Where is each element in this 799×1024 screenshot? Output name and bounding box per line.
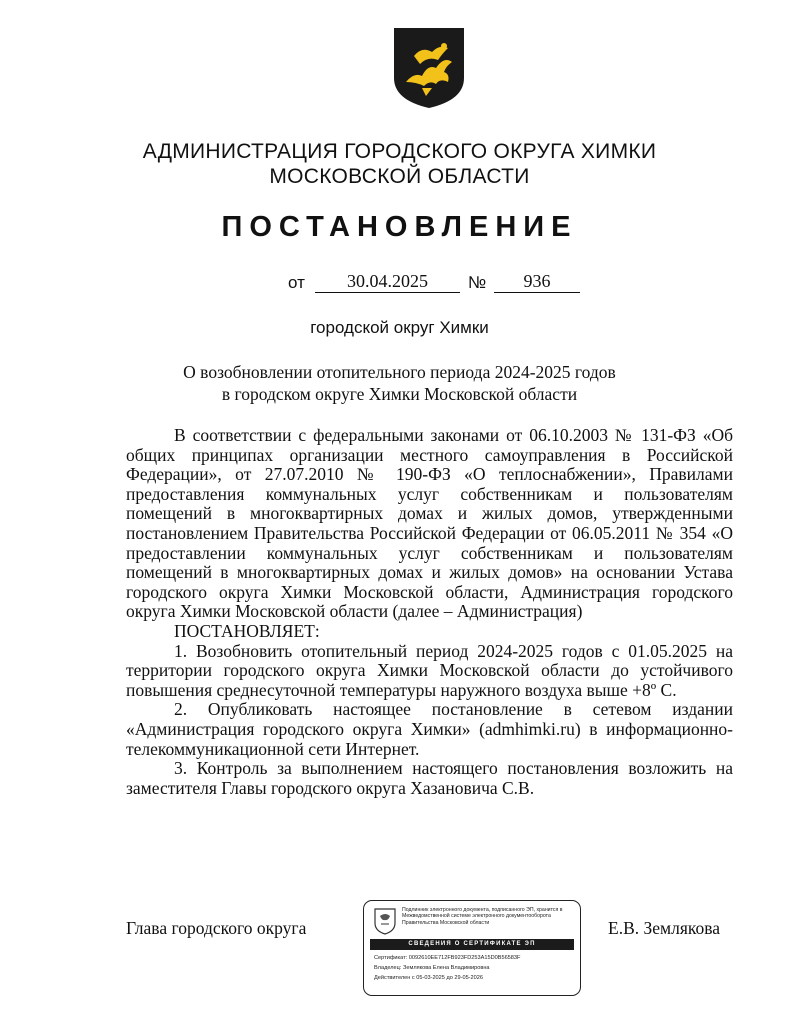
stamp-certificate: Сертификат: 0092610EE712FB923FD253A15D0B56583F [374, 955, 521, 961]
subject-line2: в городском округе Химки Московской области [221, 384, 578, 404]
number-label: № [468, 273, 487, 292]
stamp-validity: Действителен с 05-03-2025 до 29-05-2026 [374, 975, 483, 981]
item-2: 2. Опубликовать настоящее постановление в сетевом издании «Администрация городского округа Химки» (admhimki.ru) в информационно-телекоммуникационной сети Интернет. [126, 699, 733, 759]
document-type-heading: ПОСТАНОВЛЕНИЕ [221, 211, 578, 243]
document-date: 30.04.2025 [315, 270, 460, 293]
subject-line1: О возобновлении отопительного периода 2024-2025 годов [183, 362, 616, 382]
resolves-heading: ПОСТАНОВЛЯЕТ: [174, 620, 320, 641]
preamble-paragraph: В соответствии с федеральными законами от 06.10.2003 № 131-ФЗ «Об общих принципах организации местного самоуправления в Российской Федерации», от 27.07.2010 № 190-ФЗ «О теплоснабжении», Правилами предоставления коммунальных услуг собственникам и пользователям помещений в многоквартирных домах и жилых домов, утвержденными постановлением Правительства Российской Федерации от 06.05.2011 № 354 «О предоставлении коммунальных услуг собственникам и пользователям помещений в многоквартирных домах и жилых домов» на основании Устава городского округа Химки Московской области, Администрация городского округа Химки Московской области (далее – Администрация) [126, 425, 733, 622]
signer-name: Е.В. Землякова [608, 918, 721, 938]
document-subject [0, 361, 799, 405]
e-signature-stamp [363, 900, 581, 996]
stamp-owner: Владелец: Землякова Елена Владимировна [374, 965, 490, 971]
stamp-band: СВЕДЕНИЯ О СЕРТИФИКАТЕ ЭП [370, 939, 574, 950]
item-1: 1. Возобновить отопительный период 2024-2025 годов с 01.05.2025 на территории городского округа Химки Московской области до устойчивого повышения среднесуточной температуры наружного воздуха выше +8º С. [126, 640, 733, 700]
document-body [126, 426, 733, 798]
item-3: 3. Контроль за выполнением настоящего постановления возложить на заместителя Главы городского округа Хазановича С.В. [126, 758, 733, 798]
org-title-line2: МОСКОВСКОЙ ОБЛАСТИ [269, 165, 530, 188]
seal-icon [373, 907, 397, 935]
org-title-line1: АДМИНИСТРАЦИЯ ГОРОДСКОГО ОКРУГА ХИМКИ [142, 140, 657, 163]
city-name: городской округ Химки [310, 318, 489, 337]
date-label: от [288, 273, 305, 292]
coat-of-arms-icon [392, 26, 466, 110]
stamp-note: Подлинник электронного документа, подписанного ЭП, хранится в Межведомственной системе электронного документооборота Правительства Московской области [402, 907, 563, 926]
document-number: 936 [494, 270, 580, 293]
signer-title: Глава городского округа [126, 918, 307, 938]
